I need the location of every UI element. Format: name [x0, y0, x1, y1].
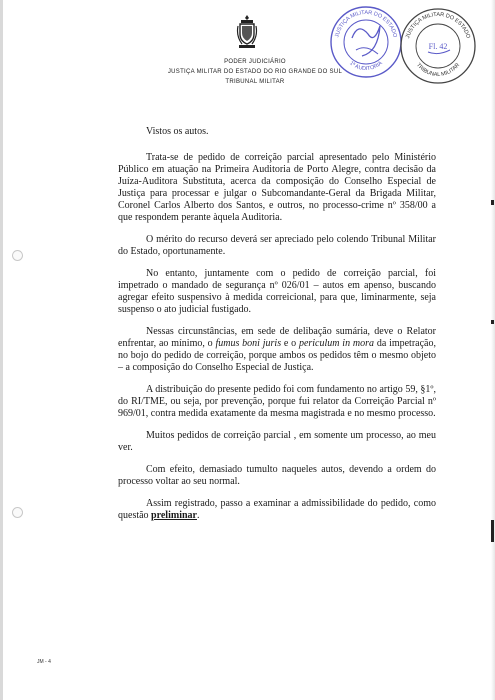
document-body — [118, 126, 436, 522]
side-mark — [491, 320, 494, 324]
side-mark — [491, 200, 494, 205]
coat-of-arms-icon — [236, 14, 258, 50]
paragraph-distribution: A distribuição do presente pedido foi com fundamento no artigo 59, §1º, do RI/TME, ou seja, por prevenção, porque fui relator da Correição Parcial nº 969/01, contra medida exatamente da mesma magistrada e no mesmo processo. — [118, 384, 436, 419]
svg-text:JUSTIÇA MILITAR DO ESTADO — [405, 12, 471, 40]
paragraph-case-summary: Trata-se de pedido de correição parcial apresentado pelo Ministério Público em atuação na Primeira Auditoria de Porto Alegre, contra decisão da Juíza-Auditora Substituta, acerca da composição do Conselho Especial de Justiça para processar e julgar o Subcomandante-Geral da Brigada Militar, Coronel Carlos Alberto dos Santos, e outros, no processo-crime nº 358/00 a que respondem perante àquela Auditoria. — [118, 152, 436, 223]
stamp-left-top-text: JUSTIÇA MILITAR DO ESTADO — [334, 9, 398, 39]
header-line-1: PODER JUDICIÁRIO — [224, 59, 286, 65]
stamp-right-bottom-text: TRIBUNAL MILITAR — [414, 62, 462, 79]
scan-edge-right — [491, 0, 495, 700]
punch-hole — [12, 250, 23, 261]
stamp-right-top-text: JUSTIÇA MILITAR DO ESTADO — [405, 11, 471, 40]
paragraph-conclusion: Assim registrado, passo a examinar a admissibilidade do pedido, como questão preliminar. — [118, 498, 436, 521]
paragraph-merit: O mérito do recurso deverá ser apreciado pelo colendo Tribunal Militar do Estado, oportunamente. — [118, 234, 436, 257]
svg-text:1ª AUDITORIA — [348, 60, 384, 72]
header-line-2: JUSTIÇA MILITAR DO ESTADO DO RIO GRANDE DO SUL — [167, 69, 343, 75]
scan-edge-left — [0, 0, 3, 700]
paragraph-mandado: No entanto, juntamente com o pedido de correição parcial, foi impetrado o mandado de segurança nº 026/01 – autos em apenso, buscando agregar efeito suspensivo à medida correicional, para que, liminarmente, seja suspenso o ato judicial fustigado. — [118, 268, 436, 315]
auditoria-stamp — [328, 4, 404, 80]
stamp-left-bottom-text: 1ª AUDITORIA — [348, 60, 384, 73]
paragraph-many-requests: Muitos pedidos de correição parcial , em somente um processo, ao meu ver. — [118, 430, 436, 453]
fumus-term: fumus boni juris — [215, 338, 282, 349]
periculum-term: periculum in mora — [298, 338, 375, 349]
paragraph-opening: Vistos os autos. — [146, 126, 209, 137]
paragraph-circumstances: Nessas circunstâncias, em sede de delibação sumária, deve o Relator enfrentar, ao mínimo, o fumus boni juris e o periculum in mora da impetração, no bojo do pedido de correição, porque ambos os pedidos têm o mesmo objeto – a composição do Conselho Especial de Justiça. — [118, 326, 436, 373]
preliminar-term: preliminar — [151, 510, 197, 521]
svg-text:TRIBUNAL MILITAR — [415, 62, 461, 78]
side-mark — [491, 520, 494, 542]
punch-hole — [12, 507, 23, 518]
tribunal-stamp — [398, 6, 478, 86]
paragraph-tumult: Com efeito, demasiado tumulto naqueles autos, devendo a ordem do processo voltar ao seu normal. — [118, 464, 436, 487]
form-code: JM - 4 — [37, 659, 51, 665]
header-line-3: TRIBUNAL MILITAR — [225, 79, 285, 85]
stamp-folio-number: Fl. 42 — [428, 42, 448, 51]
